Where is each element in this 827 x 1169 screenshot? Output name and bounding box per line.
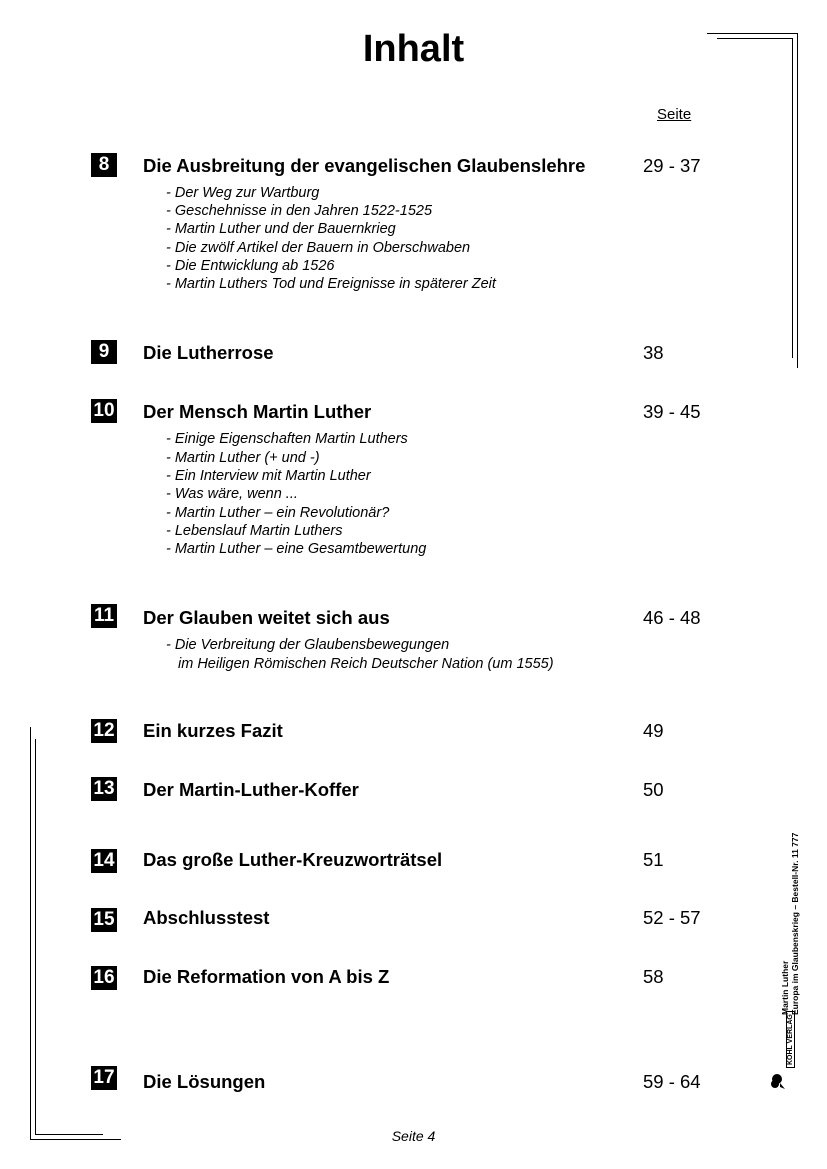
chapter-title: Die Ausbreitung der evangelischen Glaubenslehre bbox=[143, 155, 586, 176]
chapter-title: Die Reformation von A bis Z bbox=[143, 966, 390, 987]
frame-line bbox=[792, 38, 793, 358]
chapter-number: 15 bbox=[91, 908, 117, 932]
publisher-logo-icon bbox=[771, 1070, 785, 1090]
subtopic: - Was wäre, wenn ... bbox=[166, 486, 298, 502]
chapter-number: 8 bbox=[91, 153, 117, 177]
subtopic: - Martin Luther – eine Gesamtbewertung bbox=[166, 541, 427, 557]
subtopic: - Einige Eigenschaften Martin Luthers bbox=[166, 431, 408, 447]
chapter-pages: 51 bbox=[643, 849, 664, 870]
subtopic: - Geschehnisse in den Jahren 1522-1525 bbox=[166, 203, 433, 219]
chapter-number: 14 bbox=[91, 849, 117, 873]
chapter-title: Die Lösungen bbox=[143, 1071, 266, 1092]
frame-line bbox=[30, 727, 31, 1139]
chapter-title: Der Glauben weitet sich aus bbox=[143, 607, 390, 628]
sidebar-line-2: Europa im Glaubenskrieg – Bestell-Nr. 11 777 bbox=[790, 832, 800, 1015]
chapter-pages: 59 - 64 bbox=[643, 1071, 701, 1092]
subtopic: - Lebenslauf Martin Luthers bbox=[166, 523, 343, 539]
chapter-pages: 38 bbox=[643, 342, 664, 363]
subtopic: - Martin Luther (+ und -) bbox=[166, 450, 320, 466]
chapter-pages: 29 - 37 bbox=[643, 155, 701, 176]
subtopic-continuation: im Heiligen Römischen Reich Deutscher Nation (um 1555) bbox=[178, 656, 554, 672]
subtopic: - Martin Luther und der Bauernkrieg bbox=[166, 221, 396, 237]
chapter-title: Abschlusstest bbox=[143, 907, 270, 928]
subtopic: - Ein Interview mit Martin Luther bbox=[166, 468, 371, 484]
subtopic: - Der Weg zur Wartburg bbox=[166, 185, 320, 201]
chapter-number: 10 bbox=[91, 399, 117, 423]
frame-line bbox=[717, 38, 792, 39]
chapter-number: 11 bbox=[91, 604, 117, 628]
chapter-number: 17 bbox=[91, 1066, 117, 1090]
chapter-pages: 39 - 45 bbox=[643, 401, 701, 422]
page-title: Inhalt bbox=[362, 28, 465, 70]
chapter-pages: 52 - 57 bbox=[643, 907, 701, 928]
subtopic: - Die zwölf Artikel der Bauern in Oberschwaben bbox=[166, 240, 471, 256]
subtopic: - Martin Luthers Tod und Ereignisse in späterer Zeit bbox=[166, 276, 496, 292]
publisher-name: KOHL VERLAG bbox=[786, 1011, 795, 1068]
subtopic: - Die Verbreitung der Glaubensbewegungen bbox=[166, 637, 450, 653]
sidebar-line-1: Martin Luther bbox=[780, 960, 790, 1015]
publisher-sidebar bbox=[780, 833, 800, 1015]
chapter-title: Die Lutherrose bbox=[143, 342, 274, 363]
chapter-pages: 49 bbox=[643, 720, 664, 741]
chapter-number: 9 bbox=[91, 340, 117, 364]
chapter-title: Ein kurzes Fazit bbox=[143, 720, 283, 741]
page-column-label: Seite bbox=[657, 106, 692, 123]
chapter-pages: 58 bbox=[643, 966, 664, 987]
chapter-number: 13 bbox=[91, 777, 117, 801]
frame-line bbox=[707, 33, 797, 34]
page-footer: Seite 4 bbox=[391, 1128, 436, 1144]
chapter-pages: 50 bbox=[643, 779, 664, 800]
subtopic: - Martin Luther – ein Revolutionär? bbox=[166, 505, 390, 521]
chapter-title: Der Martin-Luther-Koffer bbox=[143, 779, 359, 800]
chapter-title: Der Mensch Martin Luther bbox=[143, 401, 372, 422]
chapter-number: 12 bbox=[91, 719, 117, 743]
chapter-number: 16 bbox=[91, 966, 117, 990]
frame-line bbox=[35, 739, 36, 1134]
subtopic: - Die Entwicklung ab 1526 bbox=[166, 258, 335, 274]
frame-line bbox=[797, 33, 798, 368]
chapter-title: Das große Luther-Kreuzworträtsel bbox=[143, 849, 443, 870]
chapter-pages: 46 - 48 bbox=[643, 607, 701, 628]
